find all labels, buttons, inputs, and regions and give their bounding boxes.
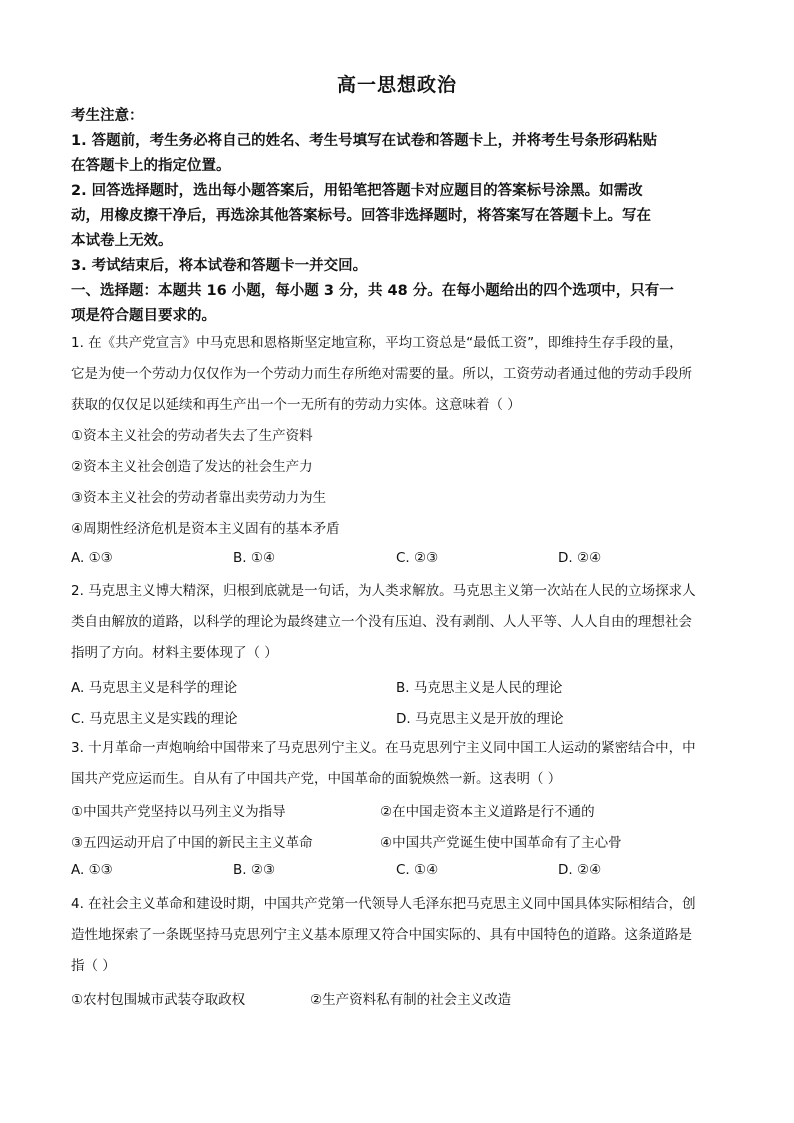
notice-line: 1. 答题前，考生务必将自己的姓名、考生号填写在试卷和答题卡上，并将考生号条形码粘贴 [71,133,658,149]
q4-stem: 指（ ） [71,958,116,974]
q1-item: ②资本主义社会创造了发达的社会生产力 [71,459,313,475]
notice-line: 3. 考试结束后，将本试卷和答题卡一并交回。 [71,258,368,274]
q2-option-a: A. 马克思主义是科学的理论 [71,680,238,696]
q1-item: ①资本主义社会的劳动者失去了生产资料 [71,428,313,444]
q3-item: ③五四运动开启了中国的新民主主义革命 [71,835,313,851]
q3-option-a: A. ①③ [71,862,113,878]
q2-stem: 2. 马克思主义博大精深，归根到底就是一句话，为人类求解放。马克思主义第一次站在人民的立场探求人 [71,583,696,599]
q4-item: ②生产资料私有制的社会主义改造 [310,992,512,1008]
q3-stem: 国共产党应运而生。自从有了中国共产党，中国革命的面貌焕然一新。这表明（ ） [71,771,562,787]
notice-line: 动，用橡皮擦干净后，再选涂其他答案标号。回答非选择题时，将答案写在答题卡上。写在 [71,208,651,224]
q4-item: ①农村包围城市武装夺取政权 [71,992,246,1008]
notice-line: 在答题卡上的指定位置。 [71,158,231,174]
q1-stem: 1. 在《共产党宣言》中马克思和恩格斯坚定地宣称，平均工资总是“最低工资”，即维持生存手段的量， [71,335,683,351]
notice-line: 2. 回答选择题时，选出每小题答案后，用铅笔把答题卡对应题目的答案标号涂黑。如需改 [71,183,643,199]
q4-stem: 4. 在社会主义革命和建设时期，中国共产党第一代领导人毛泽东把马克思主义同中国具体实际相结合，创 [71,896,696,912]
q3-item: ②在中国走资本主义道路是行不通的 [380,804,595,820]
q2-option-d: D. 马克思主义是开放的理论 [396,711,564,727]
q1-option-b: B. ①④ [233,550,276,566]
q3-stem: 3. 十月革命一声炮响给中国带来了马克思列宁主义。在马克思列宁主义同中国工人运动的紧密结合中，中 [71,740,696,756]
q1-item: ④周期性经济危机是资本主义固有的基本矛盾 [71,521,340,537]
q2-stem: 指明了方向。材料主要体现了（ ） [71,645,278,661]
q1-option-d: D. ②④ [558,550,602,566]
q2-stem: 类自由解放的道路，以科学的理论为最终建立一个没有压迫、没有剥削、人人平等、人人自由的理想社会 [71,614,692,630]
q2-option-c: C. 马克思主义是实践的理论 [71,711,238,727]
notice-line: 本试卷上无效。 [71,233,173,249]
q3-option-c: C. ①④ [396,862,439,878]
q3-item: ①中国共产党坚持以马列主义为指导 [71,804,286,820]
q1-stem: 它是为使一个劳动力仅仅作为一个劳动力而生存所绝对需要的量。所以，工资劳动者通过他的劳动手段所 [71,366,692,382]
q4-stem: 造性地探索了一条既坚持马克思列宁主义基本原理又符合中国实际的、具有中国特色的道路。这条道路是 [71,927,692,943]
q3-item: ④中国共产党诞生使中国革命有了主心骨 [380,835,622,851]
q1-option-a: A. ①③ [71,550,113,566]
page-title: 高一思想政治 [336,74,457,96]
notice-heading: 考生注意： [71,108,144,124]
q3-option-b: B. ②③ [233,862,276,878]
q1-option-c: C. ②③ [396,550,439,566]
q1-item: ③资本主义社会的劳动者靠出卖劳动力为生 [71,490,327,506]
q3-option-d: D. ②④ [558,862,602,878]
section-heading: 项是符合题目要求的。 [71,308,216,324]
section-heading: 一、选择题：本题共 16 小题，每小题 3 分，共 48 分。在每小题给出的四个选项中，只有一 [71,283,674,299]
q1-stem: 获取的仅仅足以延续和再生产出一个一无所有的劳动力实体。这意味着（ ） [71,397,521,413]
q2-option-b: B. 马克思主义是人民的理论 [396,680,563,696]
